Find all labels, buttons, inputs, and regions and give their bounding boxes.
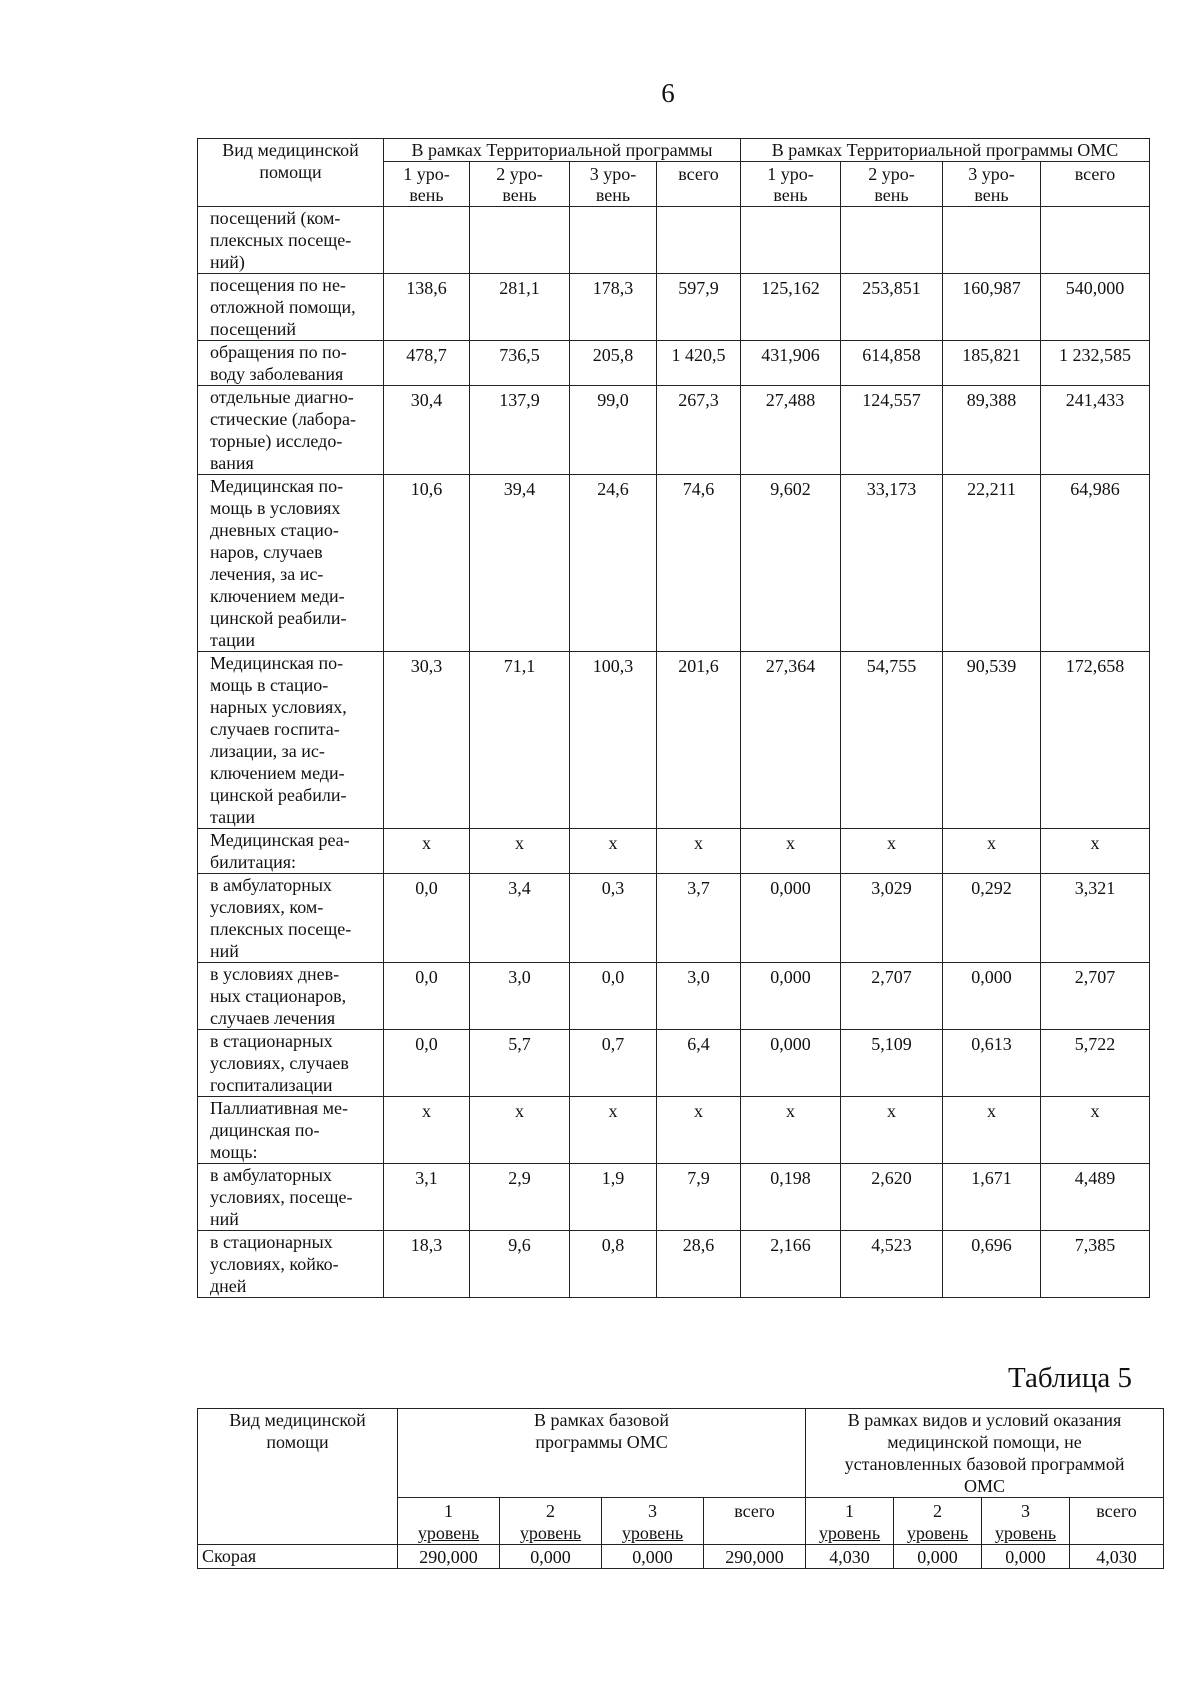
table-cell: x [741, 829, 841, 874]
table-cell: 0,198 [741, 1164, 841, 1231]
table-cell: 3,1 [384, 1164, 470, 1231]
table-cell [841, 207, 943, 274]
table-cell: x [470, 1097, 570, 1164]
level-word: уровень [417, 1523, 480, 1543]
table-cell: 614,858 [841, 341, 943, 386]
table-cell: 290,000 [398, 1545, 500, 1569]
table-cell: x [570, 829, 657, 874]
table-cell: 4,030 [806, 1545, 894, 1569]
table-cell: 4,523 [841, 1231, 943, 1298]
table-cell: 0,292 [943, 874, 1041, 963]
table-cell: 0,000 [500, 1545, 602, 1569]
column-header-level: всего [1041, 162, 1150, 207]
table-cell: 0,0 [570, 963, 657, 1030]
table-cell: 0,000 [982, 1545, 1070, 1569]
column-group-basic-oms-program: В рамках базовой программы ОМС [398, 1409, 806, 1498]
table-cell: 160,987 [943, 274, 1041, 341]
table-cell [741, 207, 841, 274]
table-cell: x [384, 1097, 470, 1164]
level-number: 3 [648, 1501, 657, 1521]
row-label: Медицинская по- мощь в условиях дневных стацио- наров, случаев лечения, за ис- ключением меди- цинской реабили- тации [198, 475, 384, 652]
column-group-non-basic-care: В рамках видов и условий оказания медицинской помощи, не установленных базовой программой ОМС [806, 1409, 1164, 1498]
table-cell: x [657, 829, 741, 874]
table-cell: 2,707 [1041, 963, 1150, 1030]
table-cell: 137,9 [470, 386, 570, 475]
table-cell: 0,000 [602, 1545, 704, 1569]
column-header-level: 3 уро- вень [570, 162, 657, 207]
table-cell: 0,000 [894, 1545, 982, 1569]
table-row [198, 829, 1150, 874]
table-row [198, 386, 1150, 475]
table-cell: 22,211 [943, 475, 1041, 652]
table-cell: 736,5 [470, 341, 570, 386]
table-cell: 241,433 [1041, 386, 1150, 475]
table-cell: 54,755 [841, 652, 943, 829]
level-word: уровень [906, 1523, 969, 1543]
table-4 [197, 138, 1150, 1298]
row-label: в амбулаторных условиях, ком- плексных посеще- ний [198, 874, 384, 963]
table-cell: 18,3 [384, 1231, 470, 1298]
level-number: 1 [444, 1501, 453, 1521]
table-cell: 27,488 [741, 386, 841, 475]
table-cell: 5,7 [470, 1030, 570, 1097]
table-cell: 172,658 [1041, 652, 1150, 829]
table-cell: 7,385 [1041, 1231, 1150, 1298]
table-cell: 138,6 [384, 274, 470, 341]
table-cell: 597,9 [657, 274, 741, 341]
table-cell: 1 420,5 [657, 341, 741, 386]
table-cell: 0,0 [384, 963, 470, 1030]
table-row [198, 1030, 1150, 1097]
column-header-level: 3 уро- вень [943, 162, 1041, 207]
row-label: в стационарных условиях, койко- дней [198, 1231, 384, 1298]
table-cell: x [657, 1097, 741, 1164]
table-row [198, 1097, 1150, 1164]
table-cell: 125,162 [741, 274, 841, 341]
level-word: уровень [621, 1523, 684, 1543]
table-cell: 1,671 [943, 1164, 1041, 1231]
table-cell: x [741, 1097, 841, 1164]
table-cell: 540,000 [1041, 274, 1150, 341]
table-cell: 6,4 [657, 1030, 741, 1097]
table-cell: 178,3 [570, 274, 657, 341]
level-number: 3 [1021, 1501, 1031, 1521]
table-cell: x [1041, 829, 1150, 874]
table-cell: 3,029 [841, 874, 943, 963]
column-group-territorial-oms-program: В рамках Территориальной программы ОМС [741, 139, 1150, 162]
table-cell: 0,3 [570, 874, 657, 963]
table-cell: x [384, 829, 470, 874]
table-cell: 5,722 [1041, 1030, 1150, 1097]
level-number: всего [734, 1501, 775, 1521]
table-cell: x [470, 829, 570, 874]
table-cell: 27,364 [741, 652, 841, 829]
table-cell: 0,000 [741, 1030, 841, 1097]
level-number: 2 [546, 1501, 555, 1521]
column-header-level [500, 1498, 602, 1545]
table-cell: 0,0 [384, 1030, 470, 1097]
table-cell: 0,613 [943, 1030, 1041, 1097]
row-label: посещений (ком- плексных посеще- ний) [198, 207, 384, 274]
table-cell: 3,4 [470, 874, 570, 963]
table-cell: 71,1 [470, 652, 570, 829]
table-cell: 99,0 [570, 386, 657, 475]
table-cell: 33,173 [841, 475, 943, 652]
page-number: 6 [661, 78, 675, 108]
row-label: Медицинская реа- билитация: [198, 829, 384, 874]
table-cell: 253,851 [841, 274, 943, 341]
table-cell: 3,0 [470, 963, 570, 1030]
table-cell: 290,000 [704, 1545, 806, 1569]
table-cell: x [943, 829, 1041, 874]
table-cell: 205,8 [570, 341, 657, 386]
table-cell: 201,6 [657, 652, 741, 829]
row-label: в амбулаторных условиях, посеще- ний [198, 1164, 384, 1231]
column-header-level [1070, 1498, 1164, 1545]
column-header-level: 1 уро- вень [741, 162, 841, 207]
table-cell: 90,539 [943, 652, 1041, 829]
table-cell [470, 207, 570, 274]
table-cell: 64,986 [1041, 475, 1150, 652]
column-header-level [982, 1498, 1070, 1545]
table-cell [657, 207, 741, 274]
column-header-level: 2 уро- вень [841, 162, 943, 207]
table-cell: 281,1 [470, 274, 570, 341]
table-row [198, 274, 1150, 341]
table-cell: 28,6 [657, 1231, 741, 1298]
row-label: обращения по по- воду заболевания [198, 341, 384, 386]
level-word: уровень [994, 1523, 1057, 1543]
column-header-care-type: Вид медицинской помощи [198, 1409, 398, 1545]
row-label: Паллиативная ме- дицинская по- мощь: [198, 1097, 384, 1164]
table-cell: x [1041, 1097, 1150, 1164]
table-cell: 30,3 [384, 652, 470, 829]
column-header-care-type: Вид медицинской помощи [198, 139, 384, 207]
level-word: уровень [818, 1523, 881, 1543]
table-row [198, 207, 1150, 274]
table-row [198, 963, 1150, 1030]
table-cell: 3,321 [1041, 874, 1150, 963]
table-cell [943, 207, 1041, 274]
column-header-level [704, 1498, 806, 1545]
table-cell: 478,7 [384, 341, 470, 386]
row-label: Медицинская по- мощь в стацио- нарных условиях, случаев госпита- лизации, за ис- ключением меди- цинской реабили- тации [198, 652, 384, 829]
table-cell: 124,557 [841, 386, 943, 475]
table-cell: 2,9 [470, 1164, 570, 1231]
row-label: в условиях днев- ных стационаров, случаев лечения [198, 963, 384, 1030]
table-cell: 3,7 [657, 874, 741, 963]
column-header-level: 2 уро- вень [470, 162, 570, 207]
column-header-level [602, 1498, 704, 1545]
level-number: 1 [845, 1501, 855, 1521]
table-cell: 9,602 [741, 475, 841, 652]
table-cell: x [570, 1097, 657, 1164]
table-cell [1041, 207, 1150, 274]
table-cell: 0,696 [943, 1231, 1041, 1298]
table-cell: 1 232,585 [1041, 341, 1150, 386]
table-cell: 30,4 [384, 386, 470, 475]
table-cell: 0,7 [570, 1030, 657, 1097]
column-header-level: 1 уро- вень [384, 162, 470, 207]
table-cell: 24,6 [570, 475, 657, 652]
table-cell: 0,000 [741, 963, 841, 1030]
column-header-level [894, 1498, 982, 1545]
table-cell: 74,6 [657, 475, 741, 652]
table-cell: 0,0 [384, 874, 470, 963]
table-cell: 0,000 [741, 874, 841, 963]
table-cell: 4,030 [1070, 1545, 1164, 1569]
row-label: посещения по не- отложной помощи, посещений [198, 274, 384, 341]
level-number: всего [1096, 1501, 1137, 1521]
table-cell [570, 207, 657, 274]
table-cell: 4,489 [1041, 1164, 1150, 1231]
table-row [198, 475, 1150, 652]
table-cell: 2,707 [841, 963, 943, 1030]
column-header-level [806, 1498, 894, 1545]
table-cell: 100,3 [570, 652, 657, 829]
table-cell: 10,6 [384, 475, 470, 652]
table-row [198, 341, 1150, 386]
table-row [198, 652, 1150, 829]
row-label: в стационарных условиях, случаев госпитализации [198, 1030, 384, 1097]
table-row [198, 1164, 1150, 1231]
table-cell: 2,620 [841, 1164, 943, 1231]
row-label: отдельные диагно- стические (лабора- торные) исследо- вания [198, 386, 384, 475]
table-cell: 39,4 [470, 475, 570, 652]
table-cell: 431,906 [741, 341, 841, 386]
table-cell: 89,388 [943, 386, 1041, 475]
table-cell: 0,8 [570, 1231, 657, 1298]
table-cell: 9,6 [470, 1231, 570, 1298]
table-5-caption: Таблица 5 [1008, 1362, 1133, 1394]
table-cell: 7,9 [657, 1164, 741, 1231]
table-cell: 185,821 [943, 341, 1041, 386]
column-header-level [398, 1498, 500, 1545]
table-cell: 267,3 [657, 386, 741, 475]
table-cell [384, 207, 470, 274]
table-cell: 5,109 [841, 1030, 943, 1097]
row-label: Скорая [198, 1545, 398, 1569]
table-cell: 1,9 [570, 1164, 657, 1231]
column-group-territorial-program: В рамках Территориальной программы [384, 139, 741, 162]
table-cell: 2,166 [741, 1231, 841, 1298]
table-cell: 0,000 [943, 963, 1041, 1030]
table-row [198, 874, 1150, 963]
level-number: 2 [933, 1501, 943, 1521]
table-row [198, 1231, 1150, 1298]
table-cell: 3,0 [657, 963, 741, 1030]
level-word: уровень [519, 1523, 582, 1543]
table-5 [197, 1408, 1164, 1569]
table-cell: x [841, 829, 943, 874]
table-cell: x [943, 1097, 1041, 1164]
column-header-level: всего [657, 162, 741, 207]
table-row [198, 1545, 1164, 1569]
table-cell: x [841, 1097, 943, 1164]
